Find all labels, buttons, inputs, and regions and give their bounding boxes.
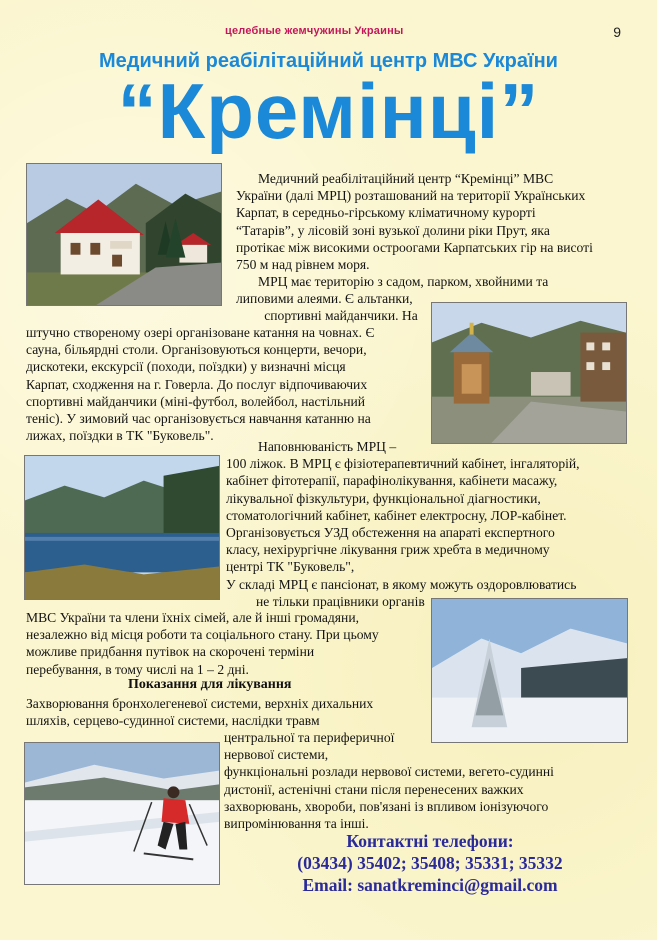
text-line: сауна, більярдні столи. Організовуються концерти, вечори, xyxy=(26,342,367,358)
skier-photo xyxy=(24,742,220,885)
page-number: 9 xyxy=(613,24,621,40)
text-line: лікувальної фізкультури, функціональної діагностики, xyxy=(226,490,541,506)
text-line: спортивні майданчики. На xyxy=(264,308,418,324)
text-line: випромінювання та інші. xyxy=(224,816,369,832)
text-line: можливе придбання путівок на скорочені терміни xyxy=(26,644,315,660)
text-line: класу, нехірургічне лікування гриж хребта в медичному xyxy=(226,542,550,558)
text-line: Наповнюваність МРЦ – xyxy=(258,439,397,454)
paragraph-guests xyxy=(26,609,431,678)
text-line: протікає між високими остроогами Карпатських гір на висоті xyxy=(236,239,593,255)
text-line: Карпат, в середньо-гірському кліматичному курорті xyxy=(236,205,536,221)
winter-mountain-photo xyxy=(431,598,628,743)
indications-right xyxy=(224,729,634,832)
text-line: лижах, поїздки в ТК "Буковель". xyxy=(26,428,214,444)
text-line: МВС України та члени їхніх сімей, але й інші громадяни, xyxy=(26,610,359,625)
text-line: дискотеки, екскурсії (походи, поїздки) у визначні місця xyxy=(26,359,346,375)
text-line: спортивні майданчики (міні-футбол, волейбол, настільний xyxy=(26,393,366,409)
text-line: теніс). У зимовий час організовується навчання катанню на xyxy=(26,411,371,427)
text-line: не тільки працівники органів xyxy=(256,593,425,609)
page-subtitle: Медичний реабілітаційний центр МВС України xyxy=(99,50,558,72)
paragraph-territory-wide xyxy=(26,324,431,444)
text-line: перебування, в тому числі на 1 – 2 дні. xyxy=(26,661,249,677)
text-line: 100 ліжок. В МРЦ є фізіотерапевтичний кабінет, інгаляторій, xyxy=(226,456,580,472)
text-line: липовими алеями. Є альтанки, xyxy=(236,291,413,307)
text-line: стоматологічний кабінет, кабінет електросну, ЛОР-кабінет. xyxy=(226,507,567,523)
text-line: 750 м над рівнем моря. xyxy=(236,257,370,273)
text-line: шляхів, серцево-судинної системи, наслідки травм xyxy=(26,713,320,729)
building-photo xyxy=(26,163,222,306)
page-title: “Кремінці” xyxy=(117,67,540,155)
contacts-block xyxy=(230,830,630,896)
text-line: Захворювання бронхолегеневої системи, верхніх дихальних xyxy=(26,696,374,711)
indications-heading: Показання для лікування xyxy=(128,677,292,692)
text-line: штучно створеному озері організоване катання на човнах. Є xyxy=(26,325,375,340)
text-line: Карпат, сходження на г. Говерла. До послуг відпочиваючих xyxy=(26,376,368,392)
text-line: У складі МРЦ є пансіонат, в якому можуть оздоровлюватись xyxy=(226,576,577,592)
text-line: захворювань, хвороби, пов'язані із впливом іонізуючого xyxy=(224,798,549,814)
text-line: МРЦ має територію з садом, парком, хвойними та xyxy=(258,274,549,289)
paragraph-facilities xyxy=(226,438,636,610)
text-line: функціональні розлади нервової системи, вегето-судинні xyxy=(224,764,554,780)
text-line: центральної та периферичної xyxy=(224,730,395,745)
text-line: нервової системи, xyxy=(224,747,329,763)
text-line: “Татарів”, у лісовій зоні вузької долини ріки Прут, яка xyxy=(236,222,550,238)
lake-photo xyxy=(24,455,220,600)
contact-phones: (03434) 35402; 35408; 35331; 35332 xyxy=(297,853,563,873)
text-line: України (далі МРЦ) розташований на території Українських xyxy=(236,188,586,204)
text-line: незалежно від місця роботи та соціального стану. При цьому xyxy=(26,627,379,643)
text-line: Медичний реабілітаційний центр “Кремінці” МВС xyxy=(258,171,554,186)
text-line: дистонії, астенічні стани після перенесених важких xyxy=(224,781,524,797)
text-line: кабінет фітотерапії, парафінолікування, кабінети масажу, xyxy=(226,473,558,489)
text-line: центрі ТК "Буковель", xyxy=(226,559,355,575)
contacts-heading: Контактні телефони: xyxy=(346,831,514,851)
series-title: целебные жемчужины Украины xyxy=(225,25,404,37)
indications-wide xyxy=(26,695,431,729)
chapel-photo xyxy=(431,302,627,444)
paragraph-intro xyxy=(236,170,636,273)
contact-email[interactable]: Email: sanatkreminci@gmail.com xyxy=(302,875,558,895)
text-line: Організовується УЗД обстеження на апараті експертного xyxy=(226,525,555,541)
